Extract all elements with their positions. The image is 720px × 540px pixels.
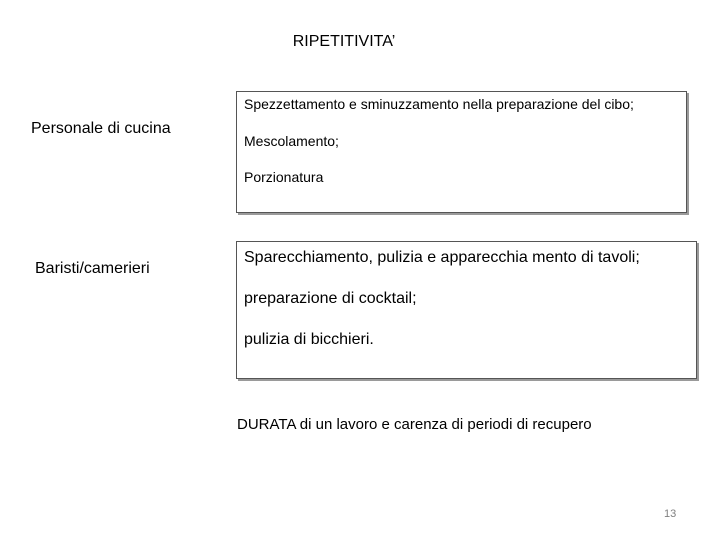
task-item: preparazione di cocktail;: [244, 290, 417, 307]
task-item: Porzionatura: [244, 169, 324, 185]
row-label-bartenders-waiters: Baristi/camerieri: [35, 260, 150, 277]
task-item: pulizia di bicchieri.: [244, 331, 374, 348]
duration-note: DURATA di un lavoro e carenza di periodi di recupero: [237, 416, 592, 433]
task-box-bartenders-waiters: [236, 241, 697, 379]
row-label-kitchen-staff: Personale di cucina: [31, 120, 171, 137]
page-number: 13: [664, 508, 677, 520]
page-title: RIPETITIVITA’: [292, 33, 396, 50]
task-item: Sparecchiamento, pulizia e apparecchia mento di tavoli;: [244, 249, 640, 266]
task-box-kitchen-staff: [236, 91, 687, 213]
task-item: Mescolamento;: [244, 132, 339, 149]
task-item: Spezzettamento e sminuzzamento nella preparazione del cibo;: [244, 96, 634, 112]
